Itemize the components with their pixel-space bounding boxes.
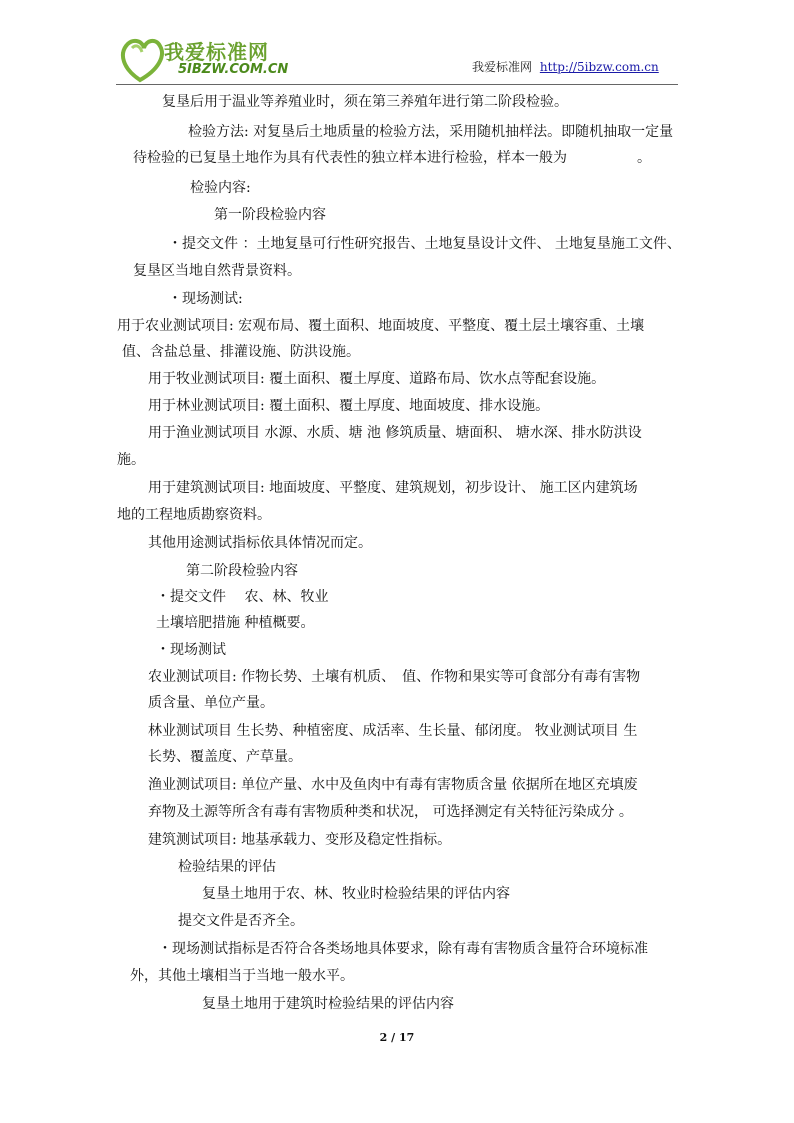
text-line: 值、含盐总量、排灌设施、防洪设施。 <box>122 344 360 360</box>
site-reference <box>472 58 659 75</box>
text-line: ・现场测试 <box>156 642 226 658</box>
text-line: 复垦土地用于农、林、牧业时检验结果的评估内容 <box>202 886 510 902</box>
text-line: 检验内容: <box>190 180 251 196</box>
text-line: 提交文件是否齐全。 <box>178 913 304 929</box>
text-line: 弃物及土源等所含有毒有害物质种类和状况， 可选择测定有关特征污染成分 。 <box>148 804 633 820</box>
text-line: 复垦后用于温业等养殖业时，须在第三养殖年进行第二阶段检验。 <box>162 94 568 110</box>
text-line: 长势、覆盖度、产草量。 <box>148 749 302 765</box>
page-header <box>0 0 794 88</box>
text-line: 用于林业测试项目: 覆土面积、覆土厚度、地面坡度、排水设施。 <box>148 398 550 414</box>
logo-domain: 5IBZW.COM.CN <box>178 62 289 77</box>
text-line: 用于牧业测试项目: 覆土面积、覆土厚度、道路布局、饮水点等配套设施。 <box>148 371 606 387</box>
text-line: 外，其他土壤相当于当地一般水平。 <box>130 968 354 984</box>
text-line: 第一阶段检验内容 <box>214 207 326 223</box>
text-line: 用于渔业测试项目 水源、水质、塘 池 修筑质量、塘面积、 塘水深、排水防洪设 <box>148 425 642 441</box>
logo-title: 我爱标准网 <box>164 40 269 64</box>
text-line: ・现场测试指标是否符合各类场地具体要求，除有毒有害物质含量符合环境标准 <box>158 941 648 957</box>
text-line: 建筑测试项目: 地基承载力、变形及稳定性指标。 <box>148 832 452 848</box>
text-line: 复垦区当地自然背景资料。 <box>133 263 301 279</box>
page-number: 2 / 17 <box>379 1031 415 1044</box>
text-line: 地的工程地质勘察资料。 <box>117 507 271 523</box>
text-line: 其他用途测试指标依具体情况而定。 <box>148 535 372 551</box>
text-line: 检验结果的评估 <box>178 859 276 875</box>
text-line: 土壤培肥措施 种植概要。 <box>156 615 315 631</box>
text-line: 质含量、单位产量。 <box>148 695 274 711</box>
text-line: 用于建筑测试项目: 地面坡度、平整度、建筑规划，初步设计、 施工区内建筑场 <box>148 480 638 496</box>
site-label: 我爱标准网 <box>472 60 533 74</box>
text-line: ・现场测试: <box>168 291 243 307</box>
text-line: 复垦土地用于建筑时检验结果的评估内容 <box>202 996 454 1012</box>
text-line: 施。 <box>117 452 145 468</box>
text-line: 林业测试项目 生长势、种植密度、成活率、生长量、郁闭度。 牧业测试项目 生 <box>148 723 638 739</box>
text-line: 检验方法: 对复垦后土地质量的检验方法，采用随机抽样法。即随机抽取一定量 <box>188 124 674 140</box>
text-line: 第二阶段检验内容 <box>186 563 298 579</box>
text-line: 渔业测试项目: 单位产量、水中及鱼肉中有毒有害物质含量 依据所在地区充填废 <box>148 777 638 793</box>
text-line: ・提交文件 ：土地复垦可行性研究报告、土地复垦设计文件、 土地复垦施工文件、 <box>168 236 681 252</box>
text-line: 农业测试项目: 作物长势、土壤有机质、 值、作物和果实等可食部分有毒有害物 <box>148 669 641 685</box>
site-url-link[interactable]: http://5ibzw.com.cn <box>539 60 659 74</box>
text-line: 用于农业测试项目: 宏观布局、覆土面积、地面坡度、平整度、覆土层土壤容重、土壤 <box>117 318 645 334</box>
text-line: ・提交文件 农、林、牧业 <box>156 589 329 605</box>
text-line: 待检验的已复垦土地作为具有代表性的独立样本进行检验，样本一般为 。 <box>133 150 651 166</box>
header-divider <box>116 84 678 85</box>
